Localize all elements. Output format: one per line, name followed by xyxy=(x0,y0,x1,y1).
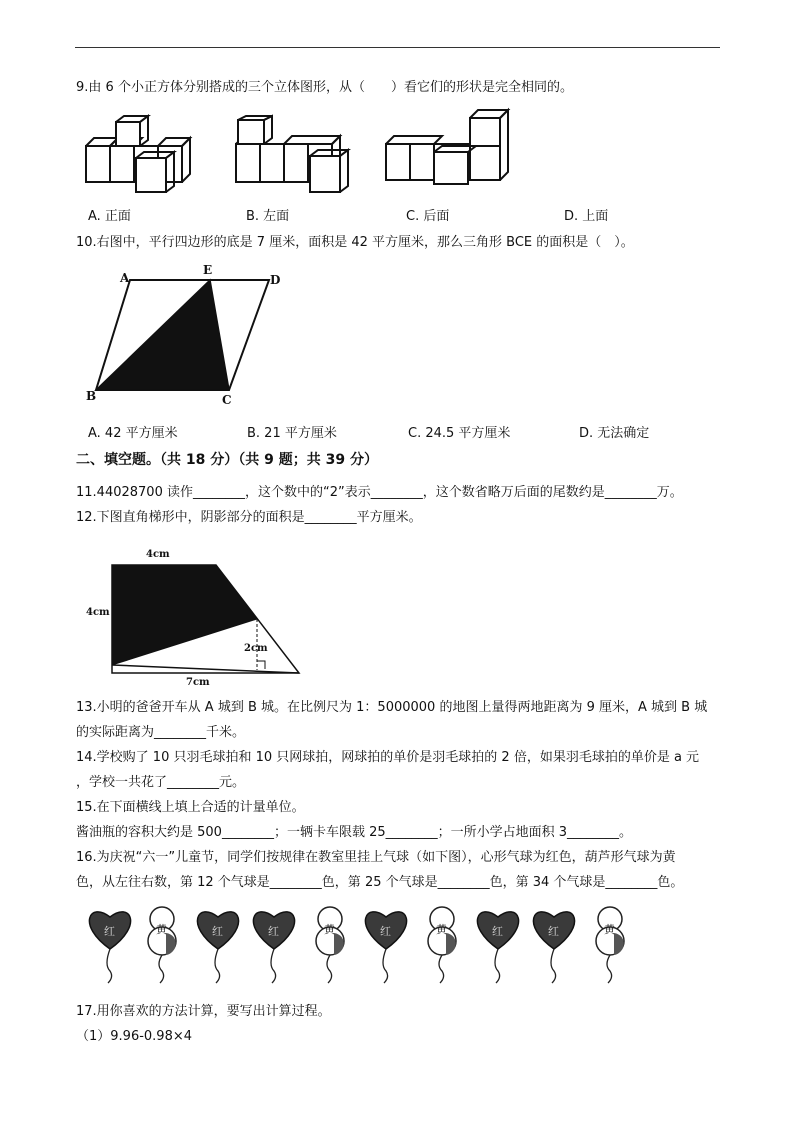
q12-label-bottom: 7cm xyxy=(186,677,210,688)
balloon-label: 红 xyxy=(548,925,559,938)
heart-balloon-icon xyxy=(89,912,130,983)
q12-label-top: 4cm xyxy=(146,549,170,560)
heart-balloon-icon xyxy=(365,912,406,983)
q16-line-1: 16.为庆祝“六一”儿童节，同学们按规律在教室里挂上气球（如下图），心形气球为红色，葫芦形气球为黄 xyxy=(76,850,676,865)
q16-line-2: 色，从左往右数，第 12 个气球是________色，第 25 个气球是________色，第 34 个气球是________色。 xyxy=(76,875,684,890)
q10-label-b: B xyxy=(86,389,97,403)
gourd-balloon-icon xyxy=(596,907,624,983)
q9-option-d[interactable]: D. 上面 xyxy=(564,209,609,224)
balloon-label: 黄 xyxy=(604,923,615,936)
q10-option-b[interactable]: B. 21 平方厘米 xyxy=(247,426,337,441)
q15-line-1: 15.在下面横线上填上合适的计量单位。 xyxy=(76,800,305,815)
heart-balloon-icon xyxy=(197,912,238,983)
q17-sub-1: （1）9.96-0.98×4 xyxy=(76,1029,193,1044)
q16-balloon-row xyxy=(80,905,660,985)
balloon-label: 黄 xyxy=(156,923,167,936)
q10-label-a: A xyxy=(120,271,130,285)
q12-trapezoid-figure xyxy=(86,545,316,688)
heart-balloon-icon xyxy=(533,912,574,983)
q14-line-2: ，学校一共花了________元。 xyxy=(76,775,246,790)
heart-balloon-icon xyxy=(477,912,518,983)
balloon-label: 红 xyxy=(268,925,279,938)
q15-line-2: 酱油瓶的容积大约是 500________；一辆卡车限载 25________；一所小学占地面积 3________。 xyxy=(76,825,633,840)
q10-option-c[interactable]: C. 24.5 平方厘米 xyxy=(408,426,511,441)
q10-option-d[interactable]: D. 无法确定 xyxy=(579,426,650,441)
balloon-label: 黄 xyxy=(324,923,335,936)
section-2-title: 二、填空题。（共 18 分）（共 9 题；共 39 分） xyxy=(76,452,378,468)
gourd-balloon-icon xyxy=(148,907,176,983)
gourd-balloon-icon xyxy=(428,907,456,983)
q9-figure-1 xyxy=(86,116,211,196)
balloon-label: 红 xyxy=(212,925,223,938)
q9-figure-2 xyxy=(236,116,361,196)
q13-line-1: 13.小明的爸爸开车从 A 城到 B 城。在比例尺为 1：5000000 的地图上量得两地距离为 9 厘米，A 城到 B 城 xyxy=(76,700,708,715)
q10-option-a[interactable]: A. 42 平方厘米 xyxy=(88,426,178,441)
q9-option-b[interactable]: B. 左面 xyxy=(246,209,290,224)
heart-balloon-icon xyxy=(253,912,294,983)
q12-label-left: 4cm xyxy=(86,607,110,618)
q10-label-e: E xyxy=(203,263,213,277)
q9-option-a[interactable]: A. 正面 xyxy=(88,209,131,224)
q10-text: 10.右图中，平行四边形的底是 7 厘米，面积是 42 平方厘米，那么三角形 BCE 的面积是（ ）。 xyxy=(76,235,634,250)
q14-line-1: 14.学校购了 10 只羽毛球拍和 10 只网球拍，网球拍的单价是羽毛球拍的 2 倍，如果羽毛球拍的单价是 a 元 xyxy=(76,750,700,765)
balloon-label: 红 xyxy=(380,925,391,938)
q9-figure-3 xyxy=(386,108,511,188)
balloon-label: 红 xyxy=(492,925,503,938)
q10-label-d: D xyxy=(270,273,281,287)
q11-text: 11.44028700 读作________，这个数中的“2”表示________，这个数省略万后面的尾数约是________万。 xyxy=(76,485,683,500)
balloon-label: 黄 xyxy=(436,923,447,936)
q12-label-height: 2cm xyxy=(244,643,268,654)
q17-text: 17.用你喜欢的方法计算，要写出计算过程。 xyxy=(76,1004,331,1019)
q10-parallelogram-figure xyxy=(84,262,294,412)
q9-option-c[interactable]: C. 后面 xyxy=(406,209,450,224)
gourd-balloon-icon xyxy=(316,907,344,983)
q12-text: 12.下图直角梯形中，阴影部分的面积是________平方厘米。 xyxy=(76,510,422,525)
header-rule xyxy=(75,47,720,48)
balloon-label: 红 xyxy=(104,925,115,938)
q13-line-2: 的实际距离为________千米。 xyxy=(76,725,246,740)
q10-label-c: C xyxy=(222,393,232,407)
q9-text: 9.由 6 个小正方体分别搭成的三个立体图形，从（ ）看它们的形状是完全相同的。 xyxy=(76,80,573,95)
